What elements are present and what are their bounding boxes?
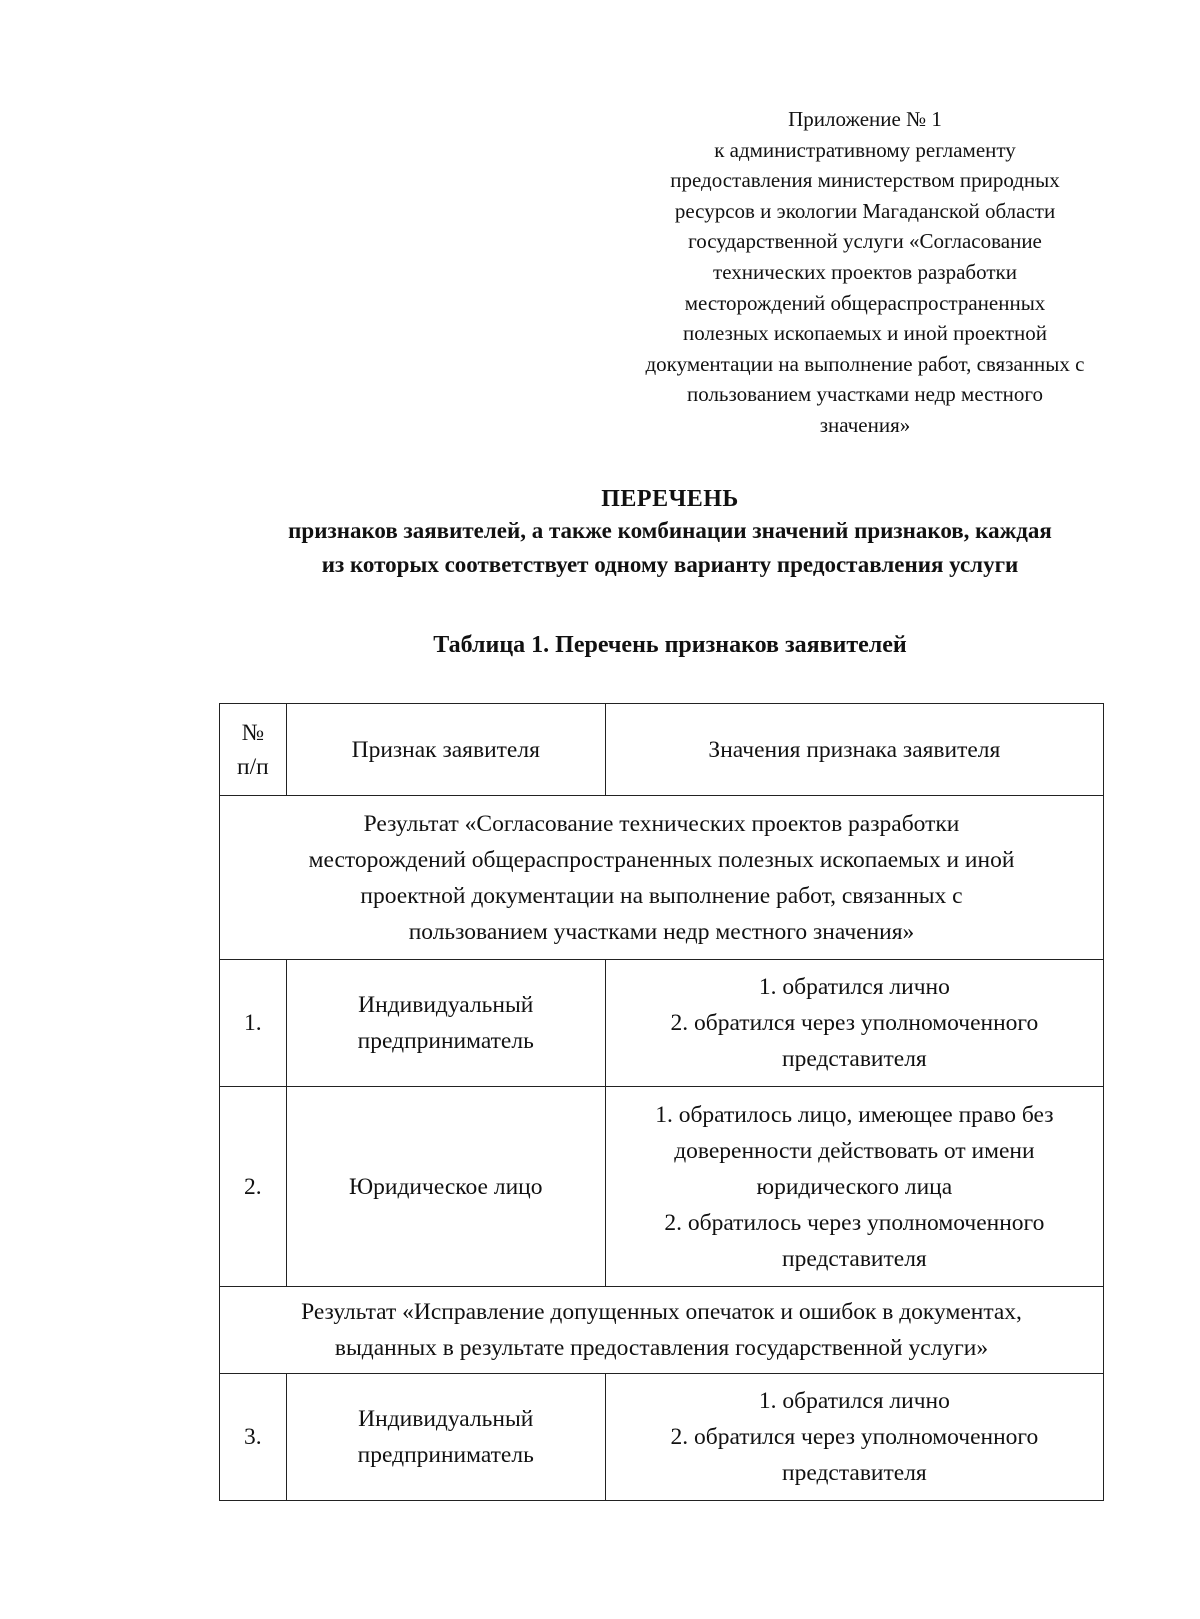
row-value-line: 2. обратился через уполномоченного	[670, 1010, 1039, 1036]
appendix-line: к административному регламенту	[714, 137, 1016, 162]
result-line: выданных в результате предоставления государственной услуги»	[334, 1335, 989, 1361]
appendix-line: значения»	[819, 412, 911, 437]
appendix-line: ресурсов и экологии Магаданской области	[674, 198, 1056, 223]
row-value-line: 2. обратился через уполномоченного	[670, 1424, 1039, 1450]
row-value-line: 2. обратилось через уполномоченного	[664, 1209, 1045, 1236]
row-sign-line: Юридическое лицо	[349, 1173, 543, 1200]
result-line: Результат «Исправление допущенных опечаток и ошибок в документах,	[301, 1299, 1022, 1325]
appendix-block	[630, 104, 1100, 441]
table-header-row	[220, 704, 1104, 796]
row-sign-line: предприниматель	[357, 1442, 534, 1468]
result-section-cell	[220, 796, 1104, 960]
result-section-row	[220, 1287, 1104, 1374]
table-caption: Таблица 1. Перечень признаков заявителей	[433, 632, 907, 658]
row-value-line: 1. обратился лично	[758, 1388, 950, 1414]
result-line: проектной документации на выполнение работ, связанных с	[360, 882, 963, 909]
appendix-line: пользованием участками недр местного	[686, 382, 1044, 407]
result-line: Результат «Согласование технических проектов разработки	[363, 810, 960, 837]
row-sign-cell	[286, 1374, 605, 1501]
row-value-line: представителя	[782, 1046, 927, 1072]
row-values-cell	[605, 960, 1103, 1087]
row-value-line: 1. обратилось лицо, имеющее право без	[655, 1101, 1054, 1128]
row-value-line: юридического лица	[756, 1173, 953, 1200]
table-row	[220, 1374, 1104, 1501]
document-title: ПЕРЕЧЕНЬ	[601, 486, 739, 512]
row-values-cell	[605, 1087, 1103, 1287]
appendix-line: предоставления министерством природных	[670, 168, 1060, 193]
row-value-line: представителя	[782, 1245, 927, 1272]
row-sign-line: предприниматель	[357, 1028, 534, 1054]
appendix-line: месторождений общераспространенных	[684, 290, 1046, 315]
row-sign-cell	[286, 1087, 605, 1287]
result-section-cell	[220, 1287, 1104, 1374]
row-sign-cell	[286, 960, 605, 1087]
row-value-line: доверенности действовать от имени	[674, 1137, 1035, 1164]
applicant-signs-table	[219, 703, 1104, 1501]
document-heading	[200, 484, 1140, 582]
header-sign-cell: Признак заявителя	[286, 704, 605, 796]
appendix-line: государственной услуги «Согласование	[688, 229, 1042, 254]
appendix-line: документации на выполнение работ, связанных с	[645, 351, 1085, 376]
row-sign-line: Индивидуальный	[358, 1406, 534, 1432]
header-values-cell: Значения признака заявителя	[605, 704, 1103, 796]
row-value-line: представителя	[782, 1460, 927, 1486]
result-line: месторождений общераспространенных полезных ископаемых и иной	[308, 846, 1015, 873]
header-num-line: п/п	[237, 753, 269, 780]
row-values-cell	[605, 1374, 1103, 1501]
row-num-cell: 3.	[220, 1374, 287, 1501]
result-line: пользованием участками недр местного значения»	[408, 918, 915, 945]
appendix-line: Приложение № 1	[788, 107, 942, 131]
header-num-line: №	[241, 719, 265, 746]
appendix-line: полезных ископаемых и иной проектной	[683, 321, 1047, 346]
table-row	[220, 960, 1104, 1087]
document-subtitle-line: из которых соответствует одному варианту предоставления услуги	[321, 552, 1019, 577]
row-sign-line: Индивидуальный	[358, 992, 534, 1018]
table-row	[220, 1087, 1104, 1287]
document-subtitle-line: признаков заявителей, а также комбинации значений признаков, каждая	[288, 518, 1052, 543]
header-num-cell	[220, 704, 287, 796]
row-value-line: 1. обратился лично	[758, 974, 950, 1000]
appendix-line: технических проектов разработки	[713, 259, 1017, 284]
row-num-cell: 1.	[220, 960, 287, 1087]
result-section-row	[220, 796, 1104, 960]
row-num-cell: 2.	[220, 1087, 287, 1287]
